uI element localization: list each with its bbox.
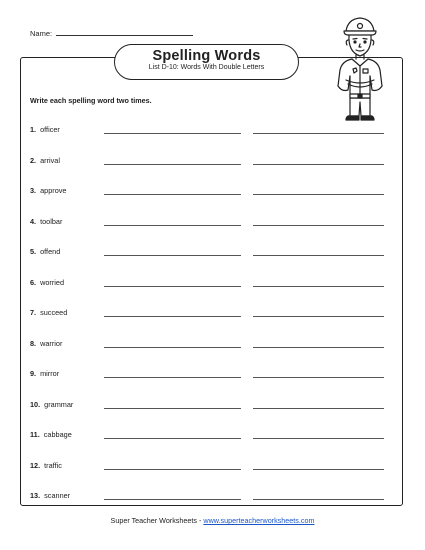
word-number: 11.: [30, 430, 40, 439]
write-line[interactable]: [104, 408, 241, 409]
word-row: [0, 400, 425, 414]
footer: [0, 516, 425, 525]
instructions: Write each spelling word two times.: [30, 96, 152, 105]
spelling-word: toolbar: [40, 217, 63, 226]
word-number: 8.: [30, 339, 37, 348]
write-line[interactable]: [253, 164, 384, 165]
word-row: [0, 186, 425, 200]
write-line[interactable]: [253, 469, 384, 470]
spelling-word: grammar: [44, 400, 74, 409]
write-line[interactable]: [104, 469, 241, 470]
word-number: 6.: [30, 278, 37, 287]
spelling-word: warrior: [40, 339, 63, 348]
word-row: [0, 156, 425, 170]
word-number: 2.: [30, 156, 37, 165]
write-line[interactable]: [104, 164, 241, 165]
spelling-word: succeed: [40, 308, 68, 317]
write-line[interactable]: [253, 438, 384, 439]
write-line[interactable]: [104, 225, 241, 226]
write-line[interactable]: [104, 377, 241, 378]
word-number: 4.: [30, 217, 37, 226]
write-line[interactable]: [253, 316, 384, 317]
spelling-word: cabbage: [43, 430, 72, 439]
spelling-word: approve: [40, 186, 67, 195]
write-line[interactable]: [253, 255, 384, 256]
write-line[interactable]: [253, 133, 384, 134]
write-line[interactable]: [104, 499, 241, 500]
write-line[interactable]: [253, 225, 384, 226]
write-line[interactable]: [253, 377, 384, 378]
name-label: Name:: [30, 29, 53, 38]
write-line[interactable]: [104, 286, 241, 287]
write-line[interactable]: [104, 347, 241, 348]
spelling-word: scanner: [44, 491, 71, 500]
word-number: 3.: [30, 186, 37, 195]
word-row: [0, 461, 425, 475]
page-subtitle: List D-10: Words With Double Letters: [148, 64, 265, 71]
word-number: 10.: [30, 400, 41, 409]
word-row: [0, 308, 425, 322]
write-line[interactable]: [253, 408, 384, 409]
word-number: 7.: [30, 308, 37, 317]
spelling-word: worried: [40, 278, 65, 287]
footer-link[interactable]: www.superteacherworksheets.com: [203, 516, 315, 525]
spelling-word: traffic: [44, 461, 62, 470]
word-row: [0, 247, 425, 261]
footer-text: Super Teacher Worksheets -: [110, 516, 204, 525]
write-line[interactable]: [253, 347, 384, 348]
write-line[interactable]: [104, 194, 241, 195]
spelling-word: arrival: [40, 156, 60, 165]
spelling-word: offend: [40, 247, 61, 256]
write-line[interactable]: [104, 438, 241, 439]
word-row: [0, 369, 425, 383]
word-number: 1.: [30, 125, 37, 134]
word-row: [0, 125, 425, 139]
write-line[interactable]: [253, 194, 384, 195]
word-number: 12.: [30, 461, 41, 470]
word-number: 5.: [30, 247, 37, 256]
spelling-word: officer: [40, 125, 60, 134]
write-line[interactable]: [104, 255, 241, 256]
word-row: [0, 430, 425, 444]
word-number: 13.: [30, 491, 41, 500]
write-line[interactable]: [104, 133, 241, 134]
write-line[interactable]: [253, 286, 384, 287]
spelling-word: mirror: [40, 369, 60, 378]
word-row: [0, 339, 425, 353]
word-row: [0, 491, 425, 505]
word-number: 9.: [30, 369, 37, 378]
page-title: Spelling Words: [152, 48, 261, 64]
word-row: [0, 217, 425, 231]
write-line[interactable]: [104, 316, 241, 317]
word-row: [0, 278, 425, 292]
write-line[interactable]: [253, 499, 384, 500]
